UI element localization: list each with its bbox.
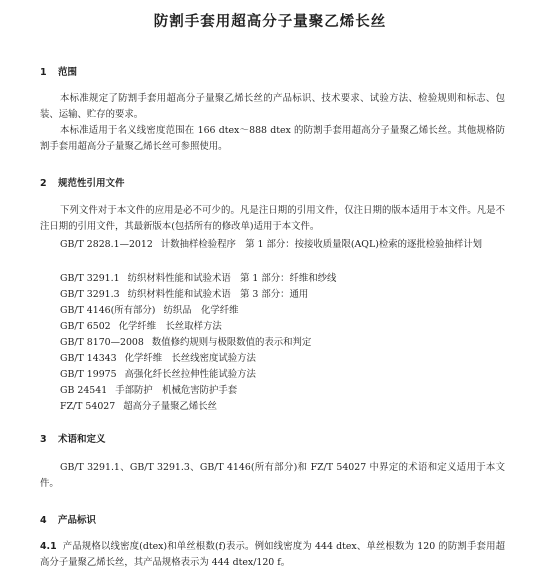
reference-name: 手部防护 机械危害防护手套 [115, 385, 238, 396]
reference-item [40, 237, 505, 253]
reference-code: GB/T 3291.3 [60, 289, 120, 300]
reference-name: 纺织品 化学纤维 [163, 305, 239, 316]
reference-name: 计数抽样检验程序 第 1 部分：按接收质量限(AQL)检索的逐批检验抽样计划 [160, 239, 482, 250]
clause-text: 产品规格以线密度(dtex)和单丝根数(f)表示。例如线密度为 444 dtex、单丝根数为 120 的防割手套用超高分子量聚乙烯长丝，其产品规格表示为 444 dtex/120 f。 [40, 541, 505, 568]
clause-number: 4.1 [40, 541, 57, 552]
reference-item [60, 286, 308, 300]
reference-item [60, 382, 237, 396]
reference-name: 纺织材料性能和试验术语 第 3 部分：通用 [127, 289, 309, 300]
reference-name: 化学纤维 长丝取样方法 [118, 321, 222, 332]
section-title: 范围 [58, 67, 78, 78]
reference-item [60, 318, 222, 332]
section-title: 术语和定义 [58, 434, 106, 445]
section-1-heading [40, 64, 77, 78]
reference-name: 数值修约规则与极限数值的表示和判定 [151, 337, 312, 348]
section-4-heading [40, 512, 96, 526]
reference-name: 纺织材料性能和试验术语 第 1 部分：纤维和纱线 [127, 273, 337, 284]
section-title: 产品标识 [58, 515, 97, 526]
reference-item [60, 334, 311, 348]
section-3-paragraph-1: GB/T 3291.1、GB/T 3291.3、GB/T 4146(所有部分)和 FZ/T 54027 中界定的术语和定义适用于本文件。 [40, 462, 505, 489]
section-number: 2 [40, 178, 47, 189]
reference-code: FZ/T 54027 [60, 401, 116, 412]
reference-name: 超高分子量聚乙烯长丝 [123, 401, 217, 412]
reference-code: GB/T 6502 [60, 321, 111, 332]
section-title: 规范性引用文件 [58, 178, 125, 189]
section-3-heading [40, 431, 106, 445]
reference-item [60, 366, 256, 380]
section-number: 1 [40, 67, 47, 78]
section-number: 3 [40, 434, 47, 445]
document-title: 防割手套用超高分子量聚乙烯长丝 [153, 14, 387, 30]
section-number: 4 [40, 515, 47, 526]
reference-item [60, 350, 256, 364]
reference-item [60, 302, 238, 316]
reference-code: GB/T 2828.1—2012 [60, 239, 153, 250]
reference-code: GB/T 8170—2008 [60, 337, 144, 348]
reference-code: GB/T 3291.1 [60, 273, 120, 284]
reference-code: GB/T 19975 [60, 369, 117, 380]
reference-name: 高强化纤长丝拉伸性能试验方法 [124, 369, 256, 380]
reference-name: 化学纤维 长丝线密度试验方法 [124, 353, 256, 364]
section-2-heading [40, 175, 125, 189]
section-1-paragraph-1: 本标准规定了防割手套用超高分子量聚乙烯长丝的产品标识、技术要求、试验方法、检验规则和标志、包装、运输、贮存的要求。 [40, 93, 505, 120]
reference-code: GB/T 4146(所有部分) [60, 305, 156, 316]
reference-item [60, 270, 336, 284]
section-2-intro: 下列文件对于本文件的应用是必不可少的。凡是注日期的引用文件，仅注日期的版本适用于本文件。凡是不注日期的引用文件，其最新版本(包括所有的修改单)适用于本文件。 [40, 205, 505, 232]
reference-code: GB 24541 [60, 385, 108, 396]
reference-code: GB/T 14343 [60, 353, 117, 364]
clause-4-1 [40, 539, 505, 571]
reference-item [60, 398, 217, 412]
section-1-paragraph-2: 本标准适用于名义线密度范围在 166 dtex～888 dtex 的防割手套用超高分子量聚乙烯长丝。其他规格防割手套用超高分子量聚乙烯长丝可参照使用。 [40, 125, 505, 152]
